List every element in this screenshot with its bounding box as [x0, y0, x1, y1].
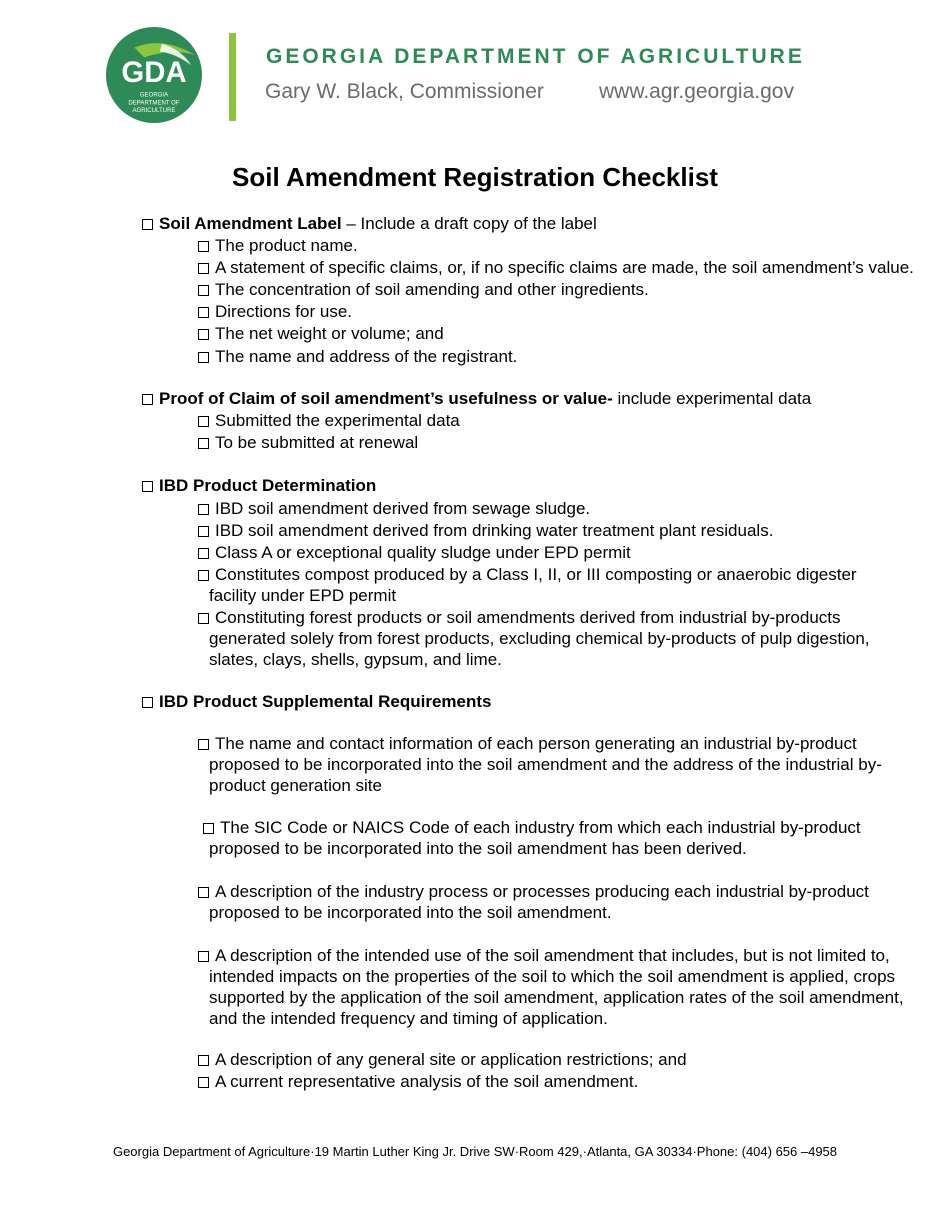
checklist-item[interactable]: A description of any general site or application restrictions; and	[198, 1049, 687, 1070]
checklist-item[interactable]: Constituting forest products or soil amendments derived from industrial by-products generated solely from forest products, excluding chemical by-products of pulp digestion, slates, clays, shells, gypsum, and lime.	[198, 607, 870, 670]
checklist-item[interactable]: The net weight or volume; and	[198, 323, 444, 344]
section-label-heading[interactable]: Soil Amendment Label – Include a draft copy of the label	[142, 213, 597, 234]
checklist-item[interactable]: Constitutes compost produced by a Class I, II, or III composting or anaerobic digester facility under EPD permit	[198, 564, 857, 606]
checkbox[interactable]	[198, 526, 209, 537]
checkbox[interactable]	[198, 1077, 209, 1088]
checkbox[interactable]	[198, 307, 209, 318]
checklist-item[interactable]: Directions for use.	[198, 301, 352, 322]
checklist-item[interactable]: The concentration of soil amending and other ingredients.	[198, 279, 649, 300]
checklist-item[interactable]: To be submitted at renewal	[198, 432, 418, 453]
section-supplemental-heading[interactable]: IBD Product Supplemental Requirements	[142, 691, 492, 712]
checkbox[interactable]	[198, 263, 209, 274]
checkbox[interactable]	[198, 285, 209, 296]
checkbox[interactable]	[198, 329, 209, 340]
checklist-item[interactable]: A description of the intended use of the soil amendment that includes, but is not limited to, intended impacts on the properties of the soil to which the soil amendment is applied, crops supported by the application of the soil amendment, application rates of the soil amendment, and the intended frequency and timing of application.	[198, 945, 904, 1029]
checkbox[interactable]	[198, 241, 209, 252]
checkbox[interactable]	[142, 481, 153, 492]
checklist-item[interactable]: A statement of specific claims, or, if no specific claims are made, the soil amendment’s value.	[198, 257, 914, 278]
svg-text:AGRICULTURE: AGRICULTURE	[132, 108, 176, 115]
svg-text:DEPARTMENT OF: DEPARTMENT OF	[128, 100, 180, 107]
checklist-item[interactable]: The product name.	[198, 235, 358, 256]
checkbox[interactable]	[198, 570, 209, 581]
checklist-item[interactable]: IBD soil amendment derived from sewage sludge.	[198, 498, 590, 519]
checklist-item[interactable]: Class A or exceptional quality sludge under EPD permit	[198, 542, 631, 563]
checklist-item[interactable]: The SIC Code or NAICS Code of each industry from which each industrial by-product proposed to be incorporated into the soil amendment has been derived.	[198, 817, 861, 859]
checklist-item[interactable]: Submitted the experimental data	[198, 410, 460, 431]
checkbox[interactable]	[142, 697, 153, 708]
website-link[interactable]: www.agr.georgia.gov	[599, 80, 794, 103]
logo-text: GDA	[121, 55, 187, 89]
checkbox[interactable]	[142, 219, 153, 230]
header-divider	[229, 33, 236, 121]
checklist-item[interactable]: The name and contact information of each person generating an industrial by-product proposed to be incorporated into the soil amendment and the address of the industrial by- product generation site	[198, 733, 882, 796]
checkbox[interactable]	[198, 416, 209, 427]
checkbox[interactable]	[198, 887, 209, 898]
agency-name: GEORGIA DEPARTMENT OF AGRICULTURE	[266, 45, 805, 68]
section-ibd-heading[interactable]: IBD Product Determination	[142, 475, 376, 496]
checkbox[interactable]	[203, 823, 214, 834]
svg-text:GEORGIA: GEORGIA	[139, 92, 169, 99]
gda-logo	[105, 26, 203, 124]
checkbox[interactable]	[198, 352, 209, 363]
checkbox[interactable]	[198, 951, 209, 962]
checklist-item[interactable]: A description of the industry process or processes producing each industrial by-product proposed to be incorporated into the soil amendment.	[198, 881, 869, 923]
checklist-item[interactable]: The name and address of the registrant.	[198, 346, 517, 367]
section-proof-heading[interactable]: Proof of Claim of soil amendment’s usefulness or value- include experimental data	[142, 388, 811, 409]
checklist-item[interactable]: A current representative analysis of the soil amendment.	[198, 1071, 638, 1092]
checkbox[interactable]	[142, 394, 153, 405]
checkbox[interactable]	[198, 1055, 209, 1066]
checkbox[interactable]	[198, 613, 209, 624]
checkbox[interactable]	[198, 548, 209, 559]
checkbox[interactable]	[198, 438, 209, 449]
checkbox[interactable]	[198, 504, 209, 515]
footer-address: Georgia Department of Agriculture·19 Martin Luther King Jr. Drive SW·Room 429,·Atlanta, GA 30334·Phone: (404) 656 –4958	[112, 1144, 838, 1159]
checklist-item[interactable]: IBD soil amendment derived from drinking water treatment plant residuals.	[198, 520, 773, 541]
page-title: Soil Amendment Registration Checklist	[232, 162, 718, 192]
checkbox[interactable]	[198, 739, 209, 750]
commissioner-name: Gary W. Black, Commissioner	[265, 80, 544, 103]
